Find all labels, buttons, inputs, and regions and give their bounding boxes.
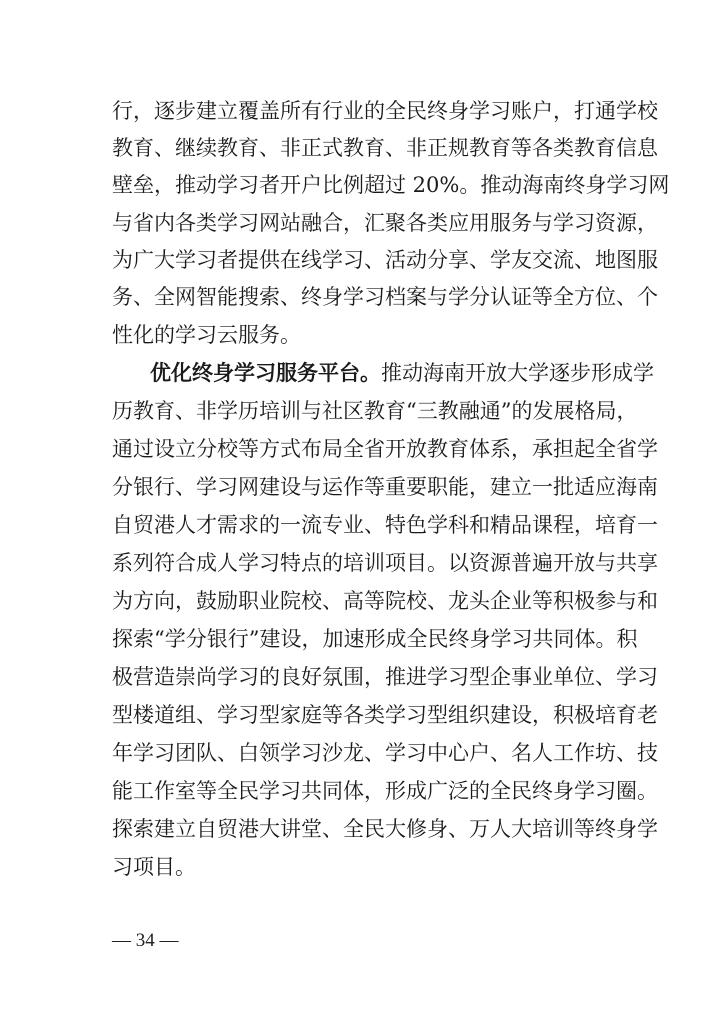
paragraph-1-line-7: 性化的学习云服务。 [112, 323, 301, 347]
paragraph-2-line-9: 极营造崇尚学习的良好氛围，推进学习型企事业单位、学习 [112, 665, 658, 689]
paragraph-2-line-8: 探索“学分银行”建设，加速形成全民终身学习共同体。积 [112, 627, 638, 651]
paragraph-2-line-4: 分银行、学习网建设与运作等重要职能，建立一批适应海南 [112, 475, 658, 499]
paragraph-2-line-1 [150, 358, 654, 388]
page-number: — 34 — [112, 930, 179, 951]
paragraph-2-line-12: 能工作室等全民学习共同体，形成广泛的全民终身学习圈。 [112, 779, 658, 803]
paragraph-2-line-13: 探索建立自贸港大讲堂、全民大修身、万人大培训等终身学 [112, 817, 658, 841]
paragraph-2-line-7: 为方向，鼓励职业院校、高等院校、龙头企业等积极参与和 [112, 589, 658, 613]
paragraph-2-line-1-rest: 推动海南开放大学逐步形成学 [381, 361, 654, 385]
paragraph-1-line-1: 行，逐步建立覆盖所有行业的全民终身学习账户，打通学校 [112, 99, 658, 123]
paragraph-1-line-2: 教育、继续教育、非正式教育、非正规教育等各类教育信息 [112, 136, 658, 160]
paragraph-1-line-5: 为广大学习者提供在线学习、活动分享、学友交流、地图服 [112, 248, 658, 272]
paragraph-2-heading: 优化终身学习服务平台。 [150, 361, 381, 385]
paragraph-1-line-3: 壁垒，推动学习者开户比例超过 20%。推动海南终身学习网 [112, 173, 670, 197]
paragraph-2-line-14: 习项目。 [112, 855, 196, 879]
paragraph-2-line-6: 系列符合成人学习特点的培训项目。以资源普遍开放与共享 [112, 551, 658, 575]
paragraph-1-line-4: 与省内各类学习网站融合，汇聚各类应用服务与学习资源， [112, 211, 658, 235]
paragraph-2-line-5: 自贸港人才需求的一流专业、特色学科和精品课程，培育一 [112, 513, 658, 537]
paragraph-1-line-6: 务、全网智能搜索、终身学习档案与学分认证等全方位、个 [112, 285, 658, 309]
paragraph-2-line-11: 年学习团队、白领学习沙龙、学习中心户、名人工作坊、技 [112, 741, 658, 765]
paragraph-2-line-10: 型楼道组、学习型家庭等各类学习型组织建设，积极培育老 [112, 703, 658, 727]
paragraph-2-line-2: 历教育、非学历培训与社区教育“三教融通”的发展格局， [112, 399, 638, 423]
paragraph-2-line-3: 通过设立分校等方式布局全省开放教育体系，承担起全省学 [112, 437, 658, 461]
